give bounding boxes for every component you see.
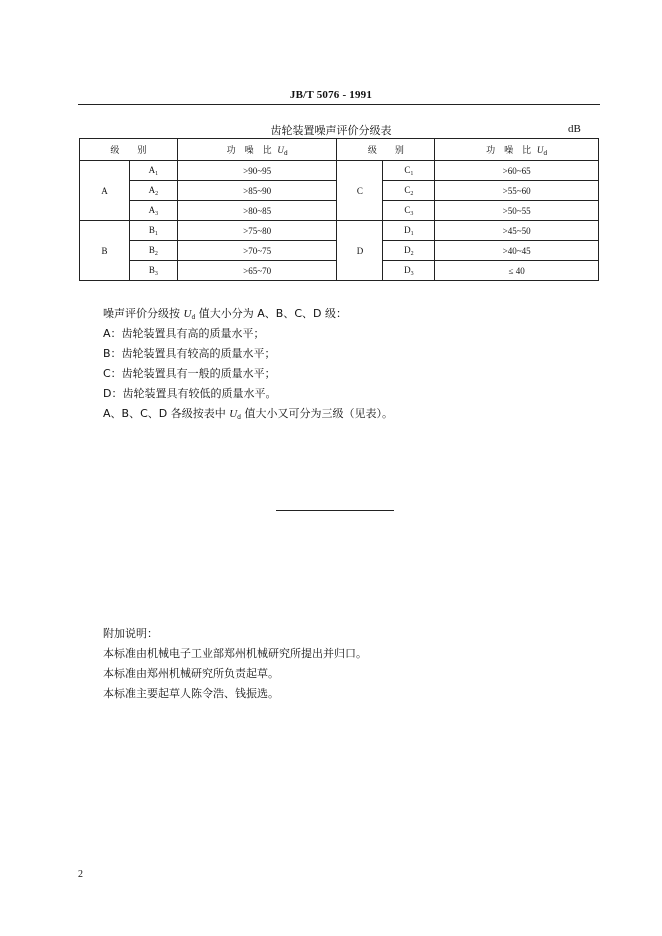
header-ratio-left <box>177 139 337 161</box>
note-post: 值大小又可分为三级（见表）。 <box>240 407 393 420</box>
grade-line-d: D：齿轮装置具有较低的质量水平。 <box>103 387 277 400</box>
subgrade-subscript: 3 <box>410 270 414 277</box>
ratio-symbol: U <box>277 144 284 155</box>
subgrade-cell <box>383 241 435 261</box>
header-ratio-label: 功 噪 比 <box>486 145 532 156</box>
u-symbol: U <box>229 408 238 420</box>
subgrade-symbol: B <box>148 224 155 235</box>
subgrade-cell <box>383 221 435 241</box>
table-row <box>80 221 599 241</box>
subgrade-subscript: 2 <box>155 190 159 197</box>
header-grade-right: 级 别 <box>337 139 435 161</box>
table-unit: dB <box>568 123 581 135</box>
subgrade-cell <box>129 261 177 281</box>
note-pre: A、B、C、D 各级按表中 <box>103 407 230 420</box>
noise-grade-table <box>79 138 599 281</box>
page-number: 2 <box>78 869 83 880</box>
subgrade-symbol: A <box>148 184 156 195</box>
subgrade-cell <box>129 221 177 241</box>
grade-line-b: B：齿轮装置具有较高的质量水平； <box>103 347 276 360</box>
group-cell: C <box>337 161 383 221</box>
u-symbol: U <box>183 308 192 320</box>
subgrade-cell <box>129 161 177 181</box>
subgrade-symbol: C <box>404 164 411 175</box>
range-cell: >60~65 <box>435 161 599 181</box>
u-subscript: d <box>191 314 196 321</box>
subgrade-subscript: 2 <box>410 190 414 197</box>
header-rule <box>78 104 600 105</box>
subgrade-cell <box>129 241 177 261</box>
group-cell: A <box>80 161 130 221</box>
notes-line: 本标准由郑州机械研究所负责起草。 <box>103 667 279 680</box>
subgrade-subscript: 1 <box>410 170 414 177</box>
grade-line-a: A：齿轮装置具有高的质量水平； <box>103 327 265 340</box>
subgrade-subscript: 1 <box>155 170 159 177</box>
range-cell: >85~90 <box>177 181 337 201</box>
notes-line: 本标准主要起草人陈令浩、钱振选。 <box>103 687 279 700</box>
subgrade-symbol: A <box>148 164 156 175</box>
intro-pre: 噪声评价分级按 <box>103 307 184 320</box>
subgrade-symbol: C <box>404 184 411 195</box>
standard-code: JB/T 5076 - 1991 <box>289 89 373 101</box>
subgrade-cell <box>383 261 435 281</box>
subgrade-subscript: 3 <box>410 210 414 217</box>
table-row <box>80 161 599 181</box>
subgrade-subscript: 2 <box>410 250 414 257</box>
intro-post: 值大小分为 A、B、C、D 级： <box>195 307 347 320</box>
intro-line <box>103 307 347 325</box>
table-header-row <box>80 139 599 161</box>
ratio-symbol: U <box>536 144 544 155</box>
range-cell: >65~70 <box>177 261 337 281</box>
end-rule <box>276 510 394 511</box>
subgrade-cell <box>129 181 177 201</box>
subgrade-symbol: A <box>148 204 156 215</box>
range-cell: >45~50 <box>435 221 599 241</box>
subgrade-cell <box>129 201 177 221</box>
ratio-subscript: d <box>283 149 288 157</box>
notes-title: 附加说明： <box>103 627 158 640</box>
group-cell: B <box>80 221 130 281</box>
subgrade-subscript: 1 <box>154 230 158 237</box>
table-title: 齿轮装置噪声评价分级表 <box>270 124 392 137</box>
subgrade-symbol: C <box>404 204 411 215</box>
notes-line: 本标准由机械电子工业部郑州机械研究所提出并归口。 <box>103 647 367 660</box>
ratio-subscript: d <box>543 149 548 157</box>
range-cell: ≤ 40 <box>435 261 599 281</box>
range-cell: >40~45 <box>435 241 599 261</box>
subgrade-symbol: B <box>148 264 155 275</box>
subgrade-cell <box>383 201 435 221</box>
group-cell: D <box>337 221 383 281</box>
subgrade-subscript: 1 <box>410 230 414 237</box>
subgrade-subscript: 3 <box>155 210 159 217</box>
subgrade-symbol: B <box>148 244 155 255</box>
range-cell: >70~75 <box>177 241 337 261</box>
grade-line-c: C：齿轮装置具有一般的质量水平； <box>103 367 276 380</box>
header-grade-left: 级 别 <box>80 139 178 161</box>
header-ratio-right <box>435 139 599 161</box>
subgrade-cell <box>383 161 435 181</box>
header-ratio-label: 功 噪 比 <box>226 145 272 156</box>
subgrade-note-line <box>103 407 393 425</box>
subgrade-symbol: D <box>404 264 411 275</box>
subgrade-symbol: D <box>404 244 411 255</box>
range-cell: >55~60 <box>435 181 599 201</box>
range-cell: >80~85 <box>177 201 337 221</box>
subgrade-subscript: 2 <box>154 250 158 257</box>
u-subscript: d <box>237 414 241 421</box>
subgrade-cell <box>383 181 435 201</box>
subgrade-symbol: D <box>404 224 411 235</box>
subgrade-subscript: 3 <box>154 270 158 277</box>
range-cell: >90~95 <box>177 161 337 181</box>
range-cell: >50~55 <box>435 201 599 221</box>
range-cell: >75~80 <box>177 221 337 241</box>
